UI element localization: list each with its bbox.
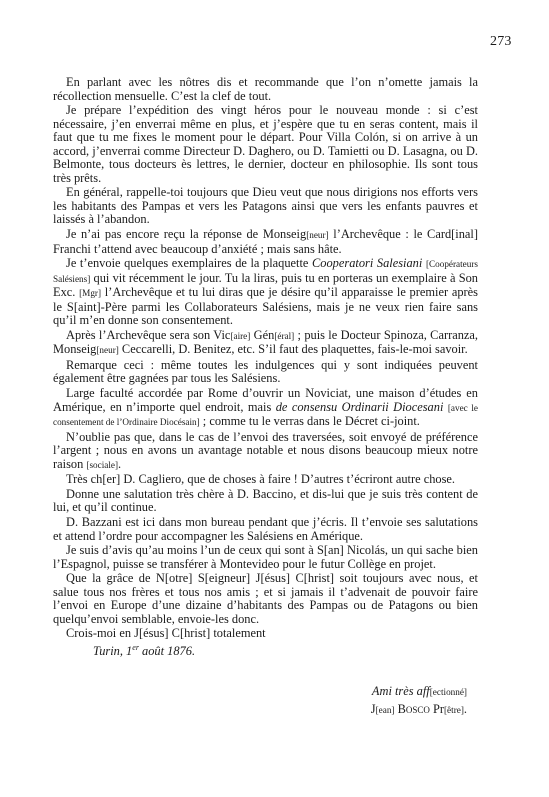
text-run: Je n’ai pas encore reçu la réponse de Monseig — [66, 227, 307, 242]
text-run: l’Archevêque : le Card — [328, 227, 452, 242]
editorial-bracket: [éral] — [274, 330, 295, 341]
paragraph: En général, rappelle-toi toujours que Dieu veut que nous dirigions nos efforts vers les habitants des Pampas et vers les Patagons ainsi que vers les enfants pauvres et laissés à l’abandon. — [53, 185, 478, 227]
text-run: Nicolás, un qui sache bien l’Espagnol, puisse se transférer à Montevideo pour le futur Collège en projet. — [53, 543, 478, 571]
paragraph: Donne une salutation très chère à D. Baccino, et dis-lui que je suis très content de lui, et qu’il continue. — [53, 486, 478, 515]
editorial-bracket: [Mgr] — [79, 288, 102, 299]
text-run: C — [168, 626, 180, 641]
latin-phrase: de consensu Ordinarii Diocesani — [275, 399, 444, 414]
editorial-bracket: [eigneur] — [204, 571, 251, 586]
text-run: totalement — [210, 626, 266, 641]
text-run: Que la grâce de N — [66, 571, 165, 586]
paragraph — [53, 228, 478, 256]
page-number: 273 — [490, 34, 512, 49]
editorial-bracket: [neur] — [306, 230, 329, 241]
paragraph: En parlant avec les nôtres dis et recommande que l’on n’omette jamais la récollection mensuelle. C’est la clef de tout. — [53, 75, 478, 103]
editorial-bracket: [hrist] — [303, 571, 335, 586]
editorial-bracket: [neur] — [96, 345, 119, 356]
paragraph — [53, 431, 478, 473]
editorial-bracket: [hrist] — [179, 626, 211, 641]
editorial-bracket: [aire] — [230, 330, 251, 341]
italic-title: Cooperatori Salesiani — [312, 256, 423, 271]
text-run: Je suis d’avis qu’au moins l’un de ceux qui sont à S — [66, 543, 324, 558]
text-run: soit toujours avec nous, et salue tous nos frères et tous nos amis ; et si jamais il t’advenait de pouvoir faire l’envoi en Europe d’une dizaine d’habitants des Pampas ou de Patagons ou bien quelqu’envoi semblable, envoie-les donc. — [53, 571, 478, 626]
paragraph — [53, 572, 478, 626]
editorial-bracket: [avec le consentement de l’Ordinaire Diocésain] — [53, 402, 478, 428]
text-run: Franchi t’attend avec beaucoup d’anxiété ; mais sans hâte. — [53, 241, 342, 256]
text-run: -Père parmi les Collaborateurs Salésiens, mais je ne veux rien faire sans qu’il m’en donne son consentement. — [53, 299, 478, 328]
text-run: Crois-moi en J — [66, 626, 139, 641]
text-run: D. Cagliero, que de choses à faire ! D’autres t’écriront autre chose. — [120, 472, 456, 487]
text-run: ; puis le Docteur Spinoza, Carranza, Monseig — [53, 327, 478, 357]
text-run: qui vit récemment le jour. Tu la liras, puis tu en porteras un exemplaire à Son Exc. — [53, 270, 478, 300]
editorial-bracket: [ésus] — [138, 626, 169, 641]
editorial-bracket: [ésus] — [260, 571, 291, 586]
paragraph — [53, 544, 478, 571]
text-run: l’Archevêque et tu lui diras que je désire qu’il apparaisse le premier après le S — [53, 285, 478, 314]
letter-body — [53, 76, 478, 660]
editorial-bracket: [inal] — [451, 227, 478, 242]
text-run: Ceccarelli, D. Benitez, etc. S’il faut des plaquettes, fais-le-moi savoir. — [118, 342, 468, 357]
signature-block — [254, 683, 467, 719]
paragraph — [53, 257, 478, 328]
text-run: ; comme tu le verras dans le Décret ci-joint. — [199, 414, 420, 429]
text-run: C — [290, 571, 304, 586]
editorial-bracket: [er] — [102, 472, 121, 487]
text-run: Très ch — [66, 472, 103, 487]
paragraph — [53, 627, 478, 658]
text-run: J — [250, 571, 261, 586]
dateline: Turin, 1er août 1876. — [93, 642, 196, 658]
paragraph: Remarque ceci : même toutes les indulgences qui y sont indiquées peuvent également être gagnées par tous les Salésiens. — [53, 357, 478, 386]
text-run: Je t’envoie quelques exemplaires de la plaquette — [66, 256, 313, 271]
paragraph — [53, 387, 478, 430]
text-run: S — [192, 571, 205, 586]
text-run: Après l’Archevêque sera son Vic — [66, 327, 231, 342]
signature: J[ean] Bosco Pr[être]. — [370, 702, 467, 716]
text-run: Large faculté accordée par Rome d’ouvrir un Noviciat, une maison d’études en Amérique, en n’importe quel endroit, mais — [53, 386, 478, 414]
editorial-bracket: [an] — [323, 543, 344, 558]
text-run: . — [118, 456, 122, 471]
paragraph — [53, 329, 478, 358]
text-run: N’oublie pas que, dans le cas de l’envoi des traversées, soit envoyé de préférence l’argent ; nous en avons un avantage notable et nous disons beaucoup mieux notre raison — [53, 429, 478, 471]
editorial-bracket: [sociale] — [86, 459, 119, 470]
paragraph — [53, 473, 478, 487]
paragraph: Je prépare l’expédition des vingt héros pour le nouveau monde : si c’est nécessaire, j’en enverrai même en plus, et j’espère que tu en seras content, mais il faut que tu me fixes le moment pour le départ. Pour Villa Colón, si on arrive à un accord, j’enverrai comme Directeur D. Daghero, ou D. Tamietti ou D. Lasagna, ou D. Belmonte, tous docteurs ès lettres, le dernier, docteur en philosophie. Ils sont tous très prêts. — [53, 103, 478, 185]
paragraph: D. Bazzani est ici dans mon bureau pendant que j’écris. Il t’envoie ses salutations et attend l’ordre pour accompagner les Salésiens en Amérique. — [53, 514, 478, 543]
text-run: Gén — [250, 327, 275, 342]
editorial-bracket: [Coopérateurs Salésiens] — [53, 259, 478, 284]
editorial-bracket: [aint] — [73, 299, 101, 314]
valediction: Ami très aff[ectionné] — [371, 684, 467, 698]
editorial-bracket: [otre] — [164, 571, 193, 586]
